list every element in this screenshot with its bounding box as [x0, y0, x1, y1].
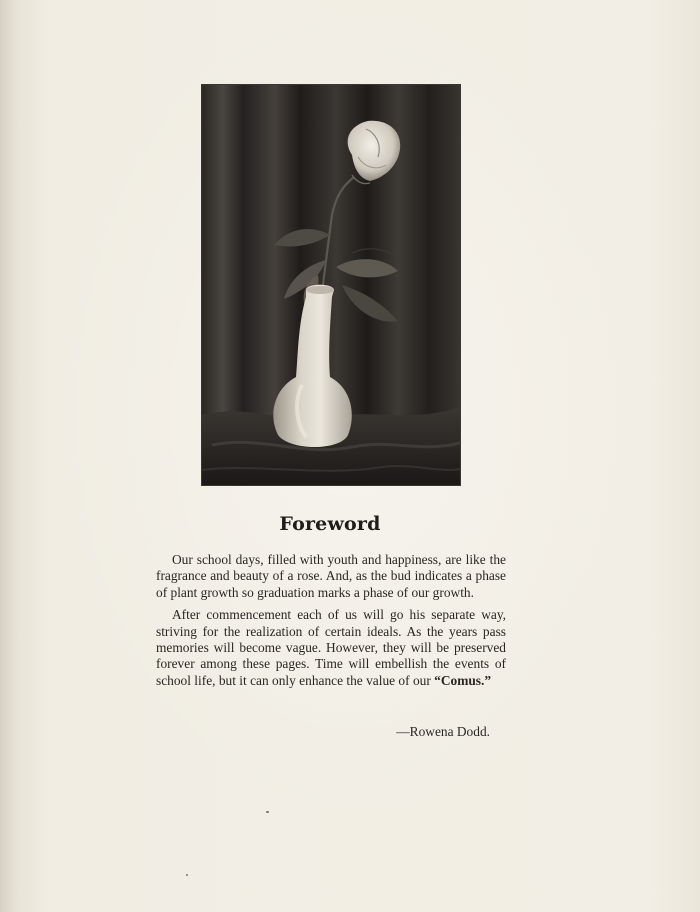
paragraph-text: After commencement each of us will go his separate way, striving for the realization of certain ideals. As the years pass memories will become vague. However, they will be preserved forever among these pages. Time will embellish the events of school life, but it can only enhance the value of our — [156, 607, 506, 688]
paragraph-text: Our school days, filled with youth and happiness, are like the fragrance and beauty of a rose. And, as the bud indicates a phase of plant growth so graduation marks a phase of our growth. — [156, 552, 506, 600]
page-title: Foreword — [279, 513, 381, 535]
paragraph — [156, 552, 506, 601]
yearbook-name: “Comus.” — [434, 672, 492, 688]
paragraph — [156, 607, 506, 689]
foreword-text — [156, 552, 506, 695]
paper-speck — [266, 811, 269, 813]
signature: —Rowena Dodd. — [396, 724, 490, 739]
paper-speck — [186, 874, 188, 876]
rose-in-vase-photograph — [202, 85, 460, 485]
